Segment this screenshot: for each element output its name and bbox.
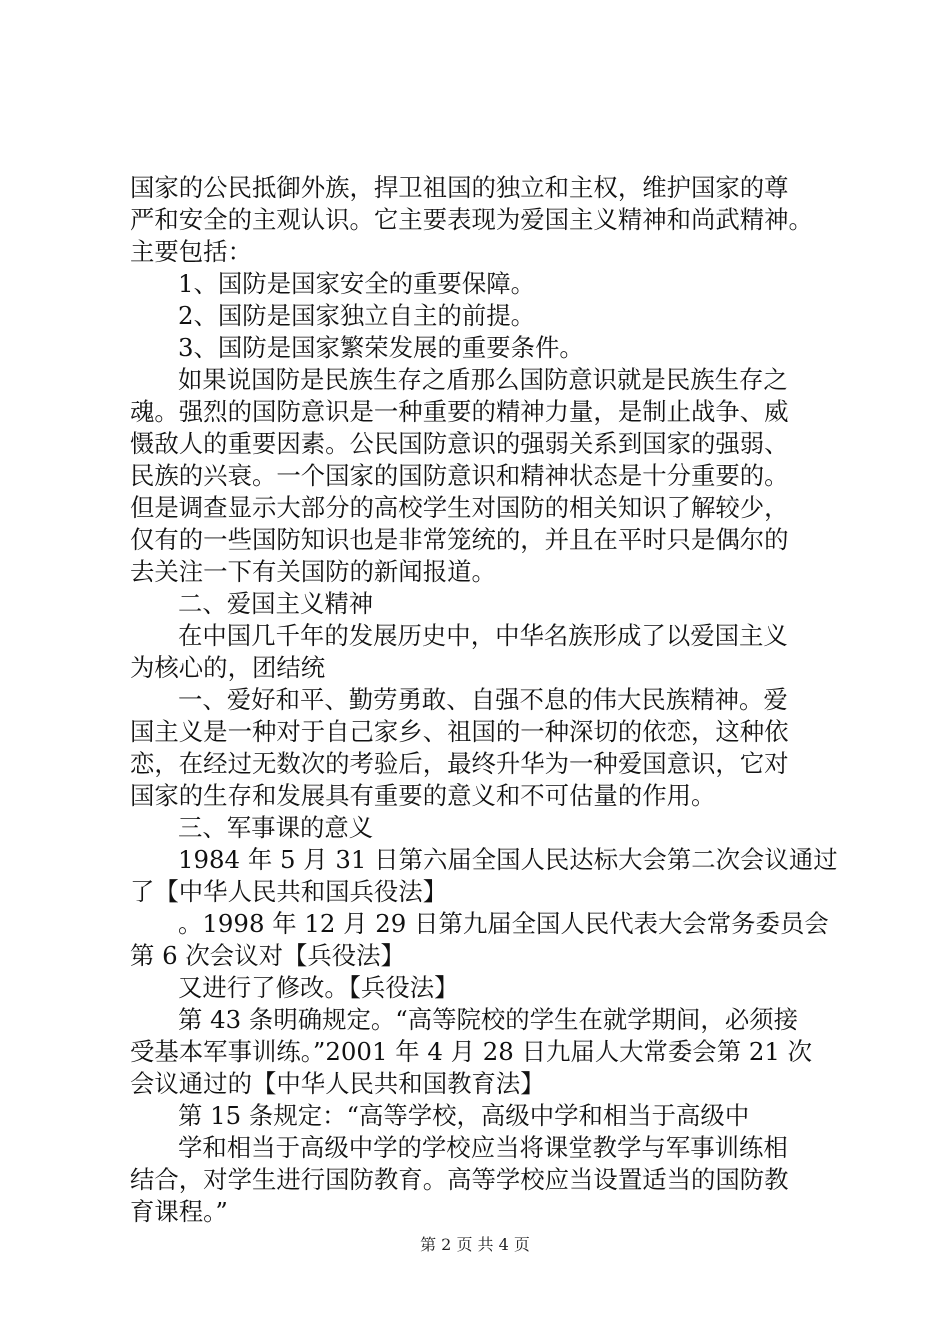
text-line: 又进行了修改。【兵役法】 — [178, 973, 459, 1002]
text-line: 主要包括： — [130, 237, 252, 266]
text-line: 二、爱国主义精神 — [178, 589, 374, 618]
text-line: 第 43 条明确规定。“高等院校的学生在就学期间，必须接 — [178, 1005, 798, 1034]
text-line: 第 6 次会议对【兵役法】 — [130, 941, 405, 970]
text-line: 如果说国防是民族生存之盾那么国防意识就是民族生存之 — [178, 365, 788, 394]
text-line: 三、军事课的意义 — [178, 813, 374, 842]
page-footer — [0, 1232, 950, 1255]
text-line: 去关注一下有关国防的新闻报道。 — [130, 557, 496, 586]
text-line: 受基本军事训练。”2001 年 4 月 28 日九届人大常委会第 21 次 — [130, 1037, 813, 1066]
text-line: 为核心的，团结统 — [130, 653, 326, 682]
text-line: 学和相当于高级中学的学校应当将课堂教学与军事训练相 — [178, 1133, 788, 1162]
text-line: 魂。强烈的国防意识是一种重要的精神力量，是制止战争、威 — [130, 397, 789, 426]
text-line: 恋，在经过无数次的考验后，最终升华为一种爱国意识，它对 — [130, 749, 789, 778]
text-line: 结合，对学生进行国防教育。高等学校应当设置适当的国防教 — [130, 1165, 789, 1194]
text-line: 。1998 年 12 月 29 日第九届全国人民代表大会常务委员会 — [178, 909, 829, 938]
text-line: 3、国防是国家繁荣发展的重要条件。 — [178, 333, 584, 362]
text-line: 了【中华人民共和国兵役法】 — [130, 877, 448, 906]
text-line: 严和安全的主观认识。它主要表现为爱国主义精神和尚武精神。 — [130, 205, 813, 234]
text-line: 但是调查显示大部分的高校学生对国防的相关知识了解较少， — [130, 493, 789, 522]
document-body — [130, 172, 850, 1228]
text-line: 慑敌人的重要因素。公民国防意识的强弱关系到国家的强弱、 — [130, 429, 789, 458]
text-line: 育课程。” — [130, 1197, 228, 1226]
text-line: 第 15 条规定：“高等学校，高级中学和相当于高级中 — [178, 1101, 750, 1130]
text-line: 民族的兴衰。一个国家的国防意识和精神状态是十分重要的。 — [130, 461, 789, 490]
text-line: 一、爱好和平、勤劳勇敢、自强不息的伟大民族精神。爱 — [178, 685, 788, 714]
text-line: 在中国几千年的发展历史中，中华名族形成了以爱国主义 — [178, 621, 788, 650]
page-number: 第 2 页 共 4 页 — [420, 1235, 530, 1254]
text-line: 1984 年 5 月 31 日第六届全国人民达标大会第二次会议通过 — [178, 845, 838, 874]
text-line: 国家的生存和发展具有重要的意义和不可估量的作用。 — [130, 781, 716, 810]
text-line: 2、国防是国家独立自主的前提。 — [178, 301, 535, 330]
text-line: 1、国防是国家安全的重要保障。 — [178, 269, 535, 298]
text-line: 仅有的一些国防知识也是非常笼统的，并且在平时只是偶尔的 — [130, 525, 789, 554]
text-line: 国家的公民抵御外族，捍卫祖国的独立和主权，维护国家的尊 — [130, 173, 789, 202]
text-line: 国主义是一种对于自己家乡、祖国的一种深切的依恋，这种依 — [130, 717, 789, 746]
text-line: 会议通过的【中华人民共和国教育法】 — [130, 1069, 545, 1098]
